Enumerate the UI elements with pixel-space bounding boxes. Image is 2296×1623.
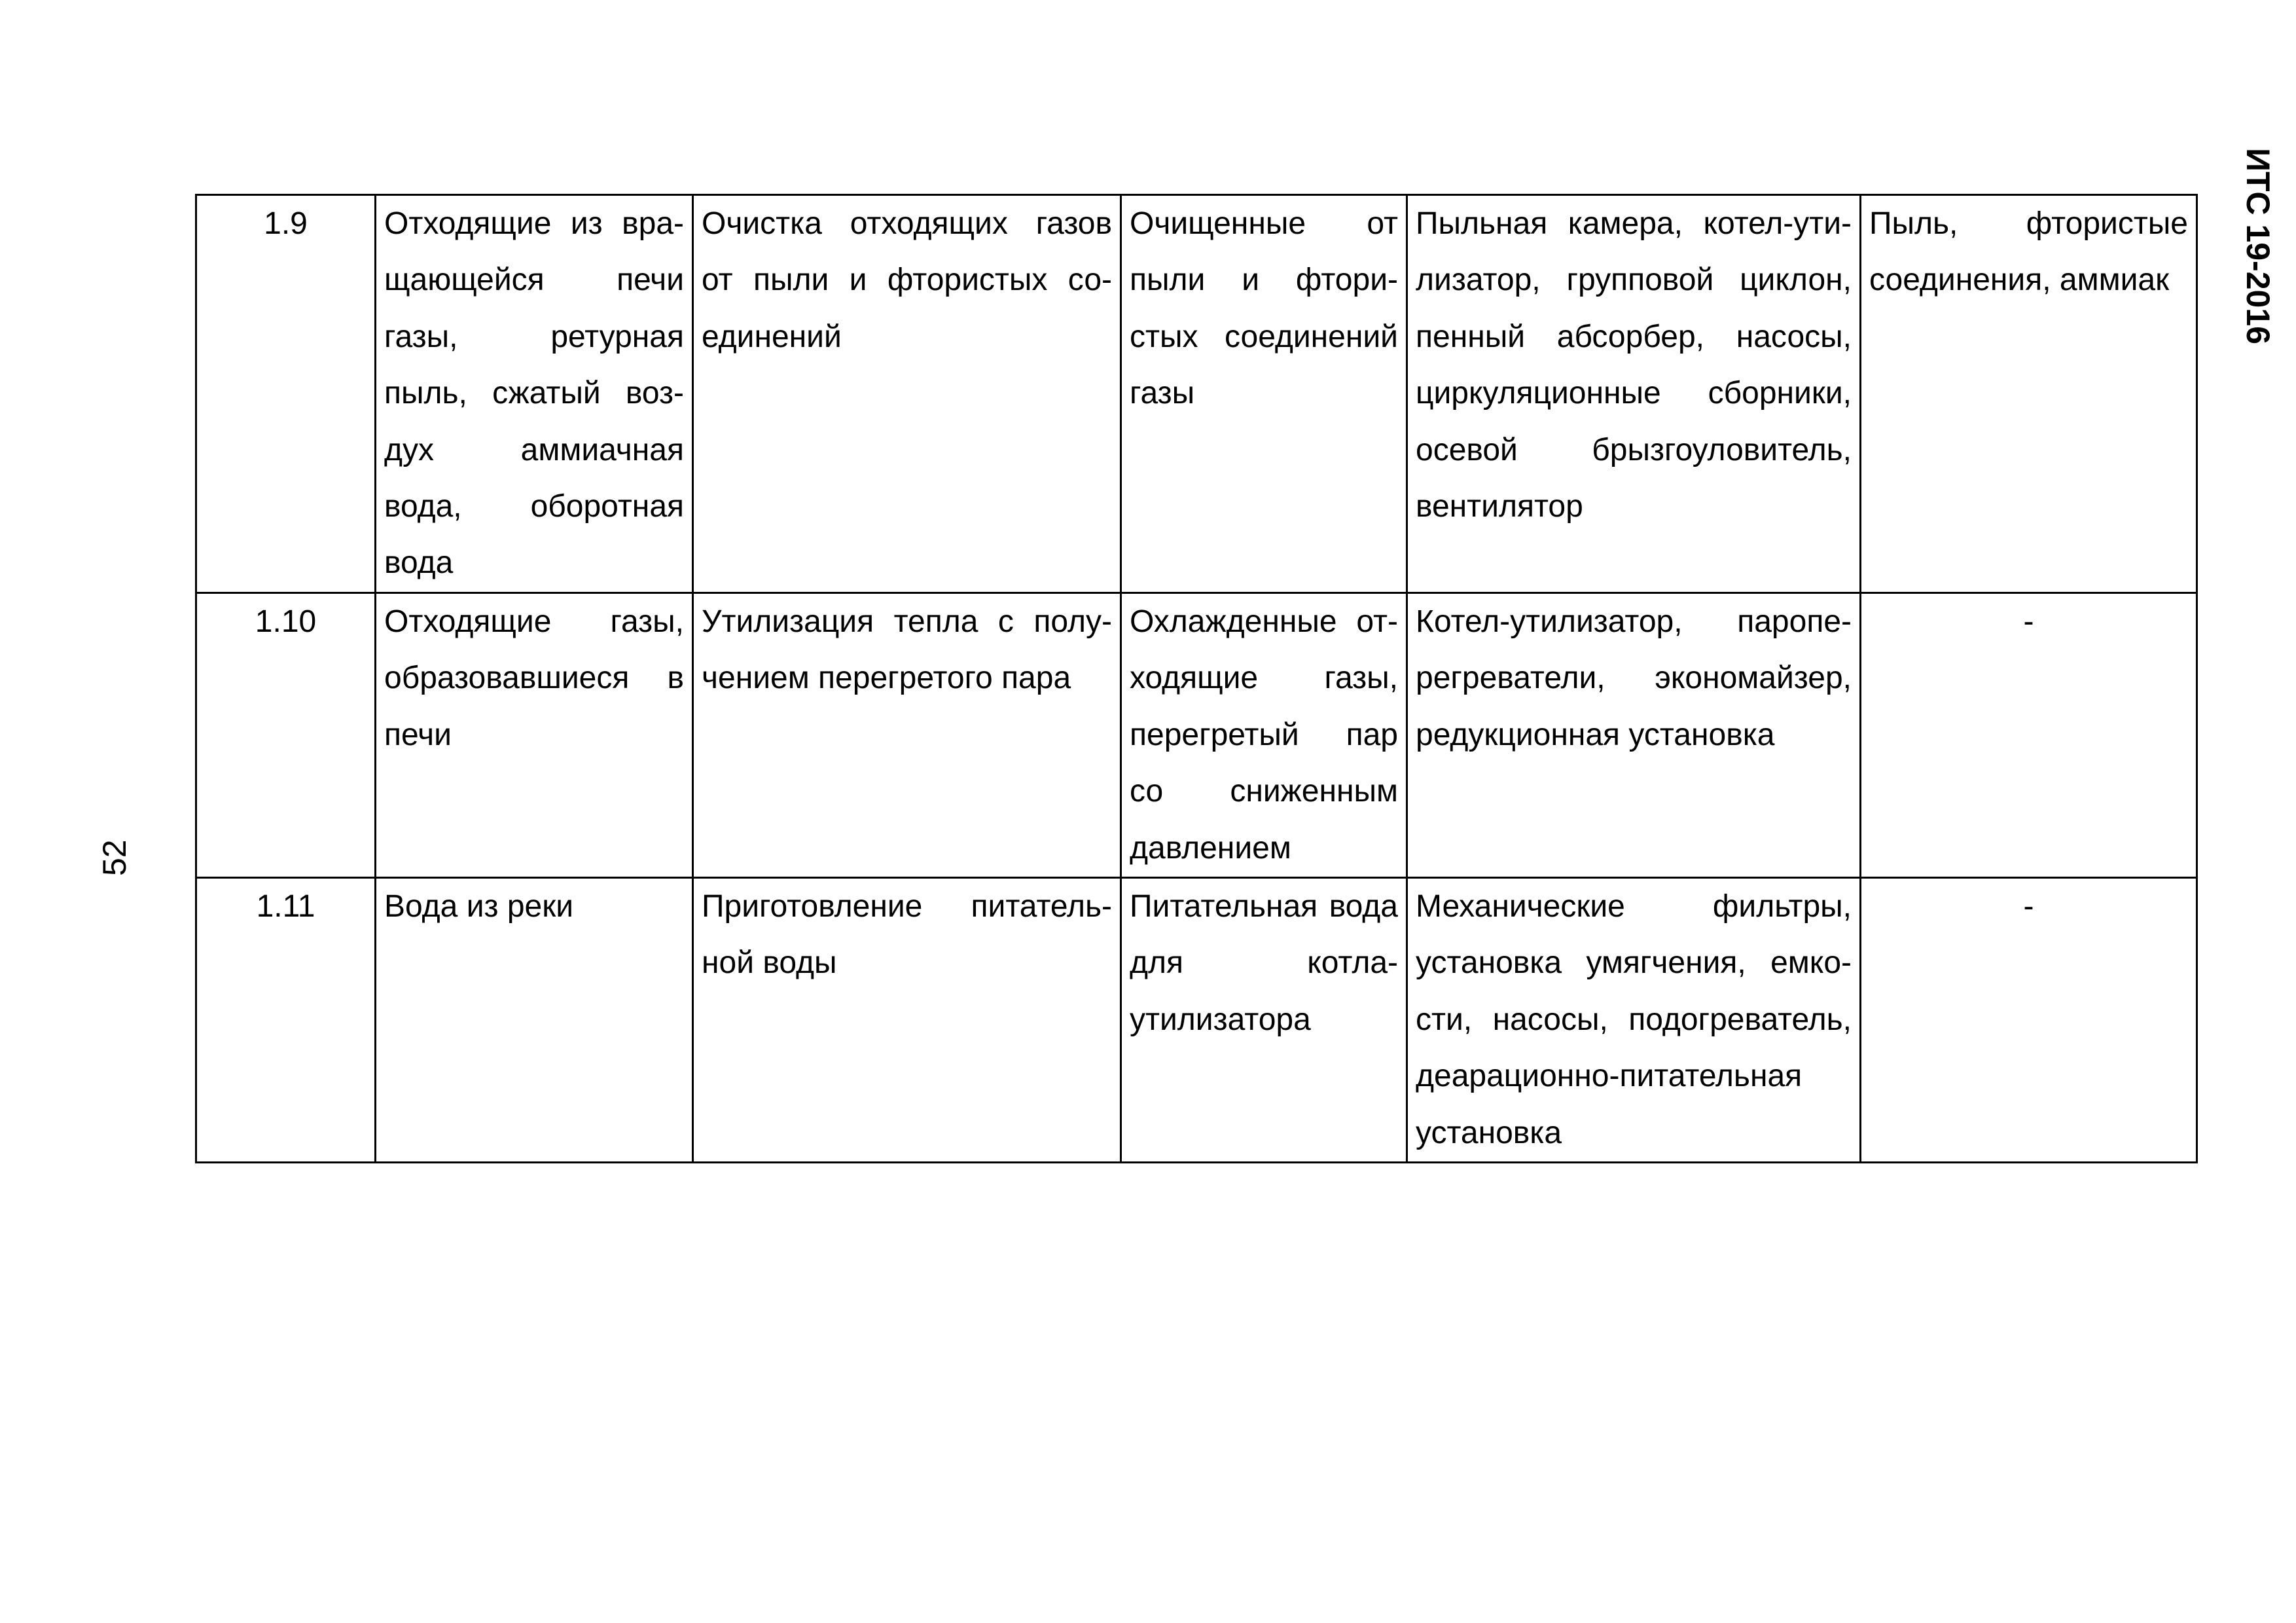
output-cell: Питательная вода для котла-утилизатора: [1121, 878, 1407, 1163]
process-cell: Утилизация тепла с получением перегретого пара: [693, 593, 1121, 878]
equipment-cell: Механические фильтры, установка умягчения, емкости, насосы, подогреватель, деарационно-питательная установка: [1407, 878, 1861, 1163]
equipment-cell: Котел-утилизатор, пароперегреватели, экономайзер, редукционная установка: [1407, 593, 1861, 878]
page-number: 52: [96, 839, 133, 876]
process-cell: Приготовление питательной воды: [693, 878, 1121, 1163]
row-number-cell: 1.9: [196, 195, 376, 593]
equipment-cell: Пыльная камера, котел-утилизатор, групповой циклон, пенный абсорбер, насосы, циркуляционные сборники, осевой брызгоуловитель, вентилятор: [1407, 195, 1861, 593]
input-cell: Отходящие из вращающейся печи газы, ретурная пыль, сжатый воздух аммиачная вода, оборотная вода: [376, 195, 693, 593]
emissions-cell: -: [1861, 593, 2197, 878]
emissions-cell: Пыль, фтористые соединения, аммиак: [1861, 195, 2197, 593]
table-row: [196, 878, 2197, 1163]
table-row: [196, 195, 2197, 593]
emissions-cell: -: [1861, 878, 2197, 1163]
process-cell: Очистка отходящих газов от пыли и фтористых соединений: [693, 195, 1121, 593]
output-cell: Очищенные от пыли и фтористых соединений газы: [1121, 195, 1407, 593]
input-cell: Отходящие газы, образовавшиеся в печи: [376, 593, 693, 878]
document-code: ИТС 19-2016: [2240, 148, 2276, 344]
row-number-cell: 1.11: [196, 878, 376, 1163]
process-table: [195, 194, 2198, 1163]
input-cell: Вода из реки: [376, 878, 693, 1163]
table-row: [196, 593, 2197, 878]
output-cell: Охлажденные отходящие газы, перегретый пар со сниженным давлением: [1121, 593, 1407, 878]
row-number-cell: 1.10: [196, 593, 376, 878]
